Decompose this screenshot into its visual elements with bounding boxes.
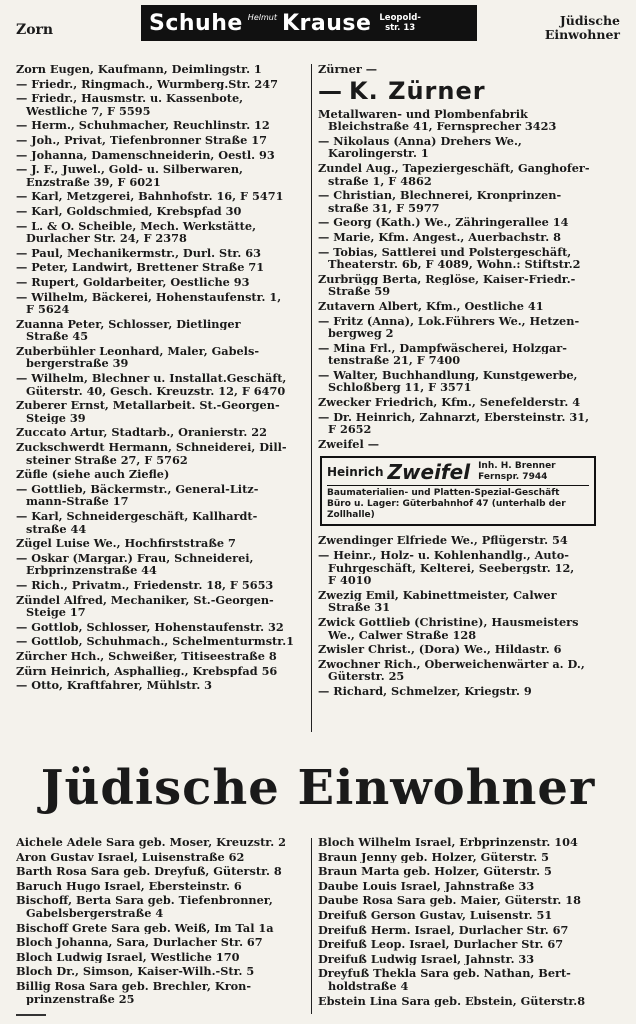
directory-entry: [318, 231, 620, 244]
directory-entry: [16, 894, 306, 919]
directory-entry: [318, 967, 620, 992]
entry-line: — Paul, Mechanikermstr., Durl. Str. 63: [16, 246, 261, 260]
entry-line: — Rich., Privatm., Friedenstr. 18, F 5653: [16, 578, 274, 592]
ad-name-small: Helmut: [247, 13, 277, 22]
entry-line: — L. & O. Scheible, Mech. Werkstätte,: [16, 219, 257, 233]
directory-entry: [16, 510, 306, 535]
entry-continuation-line: Straße 59: [328, 285, 391, 298]
directory-entry: [16, 851, 306, 864]
entry-line: — Wilhelm, Blechner u. Installat.Geschäft,: [16, 372, 287, 385]
entry-continuation-line: F 2652: [328, 423, 372, 436]
directory-entry: [318, 953, 620, 966]
directory-entry: [16, 468, 306, 481]
entry-line: — Herm., Schuhmacher, Reuchlinstr. 12: [16, 119, 270, 132]
entry-continuation-line: steiner Straße 27, F 5762: [26, 453, 188, 467]
entry-line: Dreifuß Leop. Israel, Durlacher Str. 67: [318, 938, 564, 951]
column-4: [318, 836, 620, 1009]
directory-entry: [16, 594, 306, 619]
entry-line: Bloch Wilhelm Israel, Erbprinzenstr. 104: [318, 836, 578, 849]
directory-entry: [16, 92, 306, 117]
entry-continuation-line: Güterstr. 25: [328, 670, 405, 683]
zweifel-advertisement: [320, 456, 596, 526]
entry-continuation-line: Schloßberg 11, F 3571: [328, 381, 472, 395]
entry-line: Dreifuß Herm. Israel, Durlacher Str. 67: [318, 923, 569, 937]
ad-name-second: Krause: [281, 10, 372, 36]
entry-line: Zürn Heinrich, Asphallieg., Krebspfad 56: [16, 664, 278, 678]
entry-continuation-line: Karolingerstr. 1: [328, 147, 429, 160]
directory-entry: [16, 679, 306, 692]
entry-line: Zweifel —: [318, 437, 380, 451]
entry-line: — Mina Frl., Dampfwäscherei, Holzgar-: [318, 341, 567, 355]
directory-entry: [16, 276, 306, 289]
entry-line: Aichele Adele Sara geb. Moser, Kreuzstr. 2: [16, 836, 286, 849]
entry-line: Züfle (siehe auch Ziefle): [16, 468, 170, 481]
entry-line: — Friedr., Hausmstr. u. Kassenbote,: [16, 92, 244, 105]
directory-entry: [16, 650, 306, 663]
entry-line: Zuckschwerdt Hermann, Schneiderei, Dill-: [16, 441, 287, 454]
directory-entry: [16, 965, 306, 978]
entry-continuation-line: straße 31, F 5977: [328, 201, 440, 215]
entry-line: Metallwaren- und Plombenfabrik: [318, 107, 528, 121]
directory-entry: [318, 894, 620, 907]
zweifel-ad-phone: Fernspr. 7944: [478, 472, 548, 483]
directory-entry: [16, 635, 306, 648]
directory-entry: [318, 924, 620, 937]
entry-line: Bischoff Grete Sara geb. Weiß, Im Tal 1a: [16, 921, 274, 935]
entry-line: Zuberer Ernst, Metallarbeit. St.-Georgen-: [16, 399, 280, 412]
entry-line: Zuanna Peter, Schlosser, Dietlinger: [16, 317, 241, 331]
entry-line: Ebstein Lina Sara geb. Ebstein, Güterstr.8: [318, 994, 586, 1008]
entry-line: Bloch Johanna, Sara, Durlacher Str. 67: [16, 936, 263, 949]
directory-entry: [16, 980, 306, 1005]
entry-continuation-line: Erbprinzenstraße 44: [26, 564, 157, 577]
zweifel-ad-name1: Heinrich: [327, 465, 384, 480]
entry-line: — Nikolaus (Anna) Drehers We.,: [318, 134, 522, 148]
directory-entry: [16, 372, 306, 397]
entry-line: — Richard, Schmelzer, Kriegstr. 9: [318, 684, 532, 698]
directory-entry: [318, 162, 620, 187]
directory-entry: [318, 246, 620, 271]
directory-entry: [16, 220, 306, 245]
entry-continuation-line: Westliche 7, F 5595: [26, 104, 151, 118]
column-divider-top: [311, 64, 312, 732]
entry-line: Dreifuß Gerson Gustav, Luisenstr. 51: [318, 908, 553, 922]
entry-line: Daube Louis Israel, Jahnstraße 33: [318, 879, 535, 893]
directory-entry: [318, 658, 620, 683]
entry-continuation-line: Theaterstr. 6b, F 4089, Wohn.: Stiftstr.2: [328, 258, 581, 271]
directory-entry: [16, 665, 306, 678]
entry-continuation-line: Straße 31: [328, 601, 391, 614]
footer-divider: [16, 1014, 46, 1016]
directory-entry: [318, 836, 620, 849]
entry-line: — Wilhelm, Bäckerei, Hohenstaufenstr. 1,: [16, 290, 282, 304]
directory-entry: [318, 273, 620, 298]
entry-continuation-line: straße 44: [26, 522, 87, 536]
entry-line: — Dr. Heinrich, Zahnarzt, Ebersteinstr. 31,: [318, 410, 590, 424]
entry-line: — Georg (Kath.) We., Zähringerallee 14: [318, 216, 569, 229]
directory-entry: [318, 63, 620, 76]
entry-line: — Rupert, Goldarbeiter, Oestliche 93: [16, 275, 250, 289]
entry-line: Zügel Luise We., Hochfirststraße 7: [16, 537, 236, 550]
entry-line: — Walter, Buchhandlung, Kunstgewerbe,: [318, 368, 578, 382]
entry-continuation-line: prinzenstraße 25: [26, 992, 135, 1006]
ad-address: [379, 13, 420, 33]
ad-name-first: Schuhe: [149, 10, 243, 36]
directory-entry: [318, 438, 620, 451]
zweifel-ad-inh: Inh. H. Brenner: [478, 461, 556, 472]
entry-line: Zwecker Friedrich, Kfm., Senefelderstr. 4: [318, 396, 581, 409]
column-divider-bottom: [311, 838, 312, 1014]
directory-entry: [318, 995, 620, 1008]
entry-line: — Joh., Privat, Tiefenbronner Straße 17: [16, 133, 267, 147]
directory-entry: [16, 78, 306, 91]
zurner-ad-name-text: K. Zürner: [349, 76, 486, 105]
directory-entry: [16, 119, 306, 132]
entry-line: — Johanna, Damenschneiderin, Oestl. 93: [16, 148, 275, 162]
zweifel-ad-name2: Zweifel: [387, 460, 471, 485]
directory-entry: [16, 483, 306, 508]
entry-line: — Otto, Kraftfahrer, Mühlstr. 3: [16, 679, 213, 692]
directory-entry: [16, 880, 306, 893]
entry-line: Barth Rosa Sara geb. Dreyfuß, Güterstr. 8: [16, 865, 282, 878]
entry-line: — Karl, Metzgerei, Bahnhofstr. 16, F 5471: [16, 190, 284, 203]
entry-line: Zündel Alfred, Mechaniker, St.-Georgen-: [16, 593, 274, 607]
entry-line: Braun Jenny geb. Holzer, Güterstr. 5: [318, 850, 550, 864]
entry-line: — Marie, Kfm. Angest., Auerbachstr. 8: [318, 230, 561, 244]
entry-line: — Gottlob, Schuhmach., Schelmenturmstr.1: [16, 635, 294, 648]
directory-entry: [318, 685, 620, 698]
directory-entry: [318, 938, 620, 951]
entry-continuation-line: tenstraße 21, F 7400: [328, 354, 461, 367]
entry-line: Zorn Eugen, Kaufmann, Deimlingstr. 1: [16, 63, 262, 76]
directory-entry: [16, 552, 306, 577]
directory-entry: [16, 426, 306, 439]
directory-entry: [318, 300, 620, 313]
zweifel-ad-line1: Baumaterialien- und Platten-Spezial-Geschäft: [327, 488, 560, 499]
entry-continuation-line: straße 1, F 4862: [328, 174, 432, 188]
entry-line: — Gottlieb, Bäckermstr., General-Litz-: [16, 482, 259, 496]
entry-continuation-line: Bleichstraße 41, Fernsprecher 3423: [328, 120, 557, 133]
ad-address-line1: Leopold-: [379, 13, 421, 23]
directory-entry: [16, 63, 306, 76]
directory-entry: [318, 396, 620, 409]
entry-line: Bischoff, Berta Sara geb. Tiefenbronner,: [16, 894, 273, 907]
zurner-lead: Zürner —: [318, 63, 377, 76]
directory-entry: [16, 261, 306, 274]
zweifel-ad-owner: [478, 461, 556, 483]
entry-line: — Heinr., Holz- u. Kohlenhandlg., Auto-: [318, 549, 569, 562]
entry-line: Zuberbühler Leonhard, Maler, Gabels-: [16, 344, 260, 358]
directory-entry: [16, 318, 306, 343]
entry-line: Dreifuß Ludwig Israel, Jahnstr. 33: [318, 952, 535, 966]
column-2-entries-b: [318, 534, 620, 697]
directory-entry: [16, 399, 306, 424]
directory-entry: [16, 865, 306, 878]
entry-line: Zuccato Artur, Stadtarb., Oranierstr. 22: [16, 426, 267, 440]
entry-continuation-line: bergerstraße 39: [26, 357, 129, 371]
entry-continuation-line: bergweg 2: [328, 327, 394, 340]
entry-continuation-line: Fuhrgeschäft, Kelterei, Seebergstr. 12,: [328, 561, 575, 575]
entry-continuation-line: Gabelsbergerstraße 4: [26, 906, 164, 920]
section-heading: Jüdische Einwohner: [40, 760, 596, 816]
entry-continuation-line: mann-Straße 17: [26, 495, 129, 508]
entry-line: Bloch Dr., Simson, Kaiser-Wilh.-Str. 5: [16, 965, 255, 978]
directory-entry: [16, 134, 306, 147]
ad-address-line2: str. 13: [385, 23, 416, 33]
column-1: [16, 63, 306, 694]
entry-continuation-line: Steige 17: [26, 606, 86, 619]
directory-entry: [318, 216, 620, 229]
directory-entry: [16, 441, 306, 466]
directory-entry: [318, 342, 620, 367]
entry-line: Zutavern Albert, Kfm., Oestliche 41: [318, 299, 544, 313]
directory-entry: [16, 537, 306, 550]
entry-line: — Fritz (Anna), Lok.Führers We., Hetzen-: [318, 314, 580, 328]
entry-line: Dreyfuß Thekla Sara geb. Nathan, Bert-: [318, 967, 571, 980]
directory-entry: [318, 643, 620, 656]
entry-continuation-line: F 5624: [26, 303, 70, 316]
entry-line: Zwick Gottlieb (Christine), Hausmeisters: [318, 616, 579, 629]
directory-entry: [318, 589, 620, 614]
directory-entry: [318, 189, 620, 214]
directory-entry: [16, 247, 306, 260]
entry-line: Bloch Ludwig Israel, Westliche 170: [16, 950, 240, 964]
entry-line: — Peter, Landwirt, Brettener Straße 71: [16, 261, 265, 274]
zweifel-ad-line2: Büro u. Lager: Güterbahnhof 47 (unterhalb der Zollhalle): [327, 499, 566, 521]
header-right-keyword: Jüdische Einwohner: [544, 13, 620, 42]
directory-entry: [318, 880, 620, 893]
entry-continuation-line: Enzstraße 39, F 6021: [26, 175, 161, 189]
entry-line: Daube Rosa Sara geb. Maier, Güterstr. 18: [318, 894, 582, 907]
entry-continuation-line: We., Calwer Straße 128: [328, 628, 477, 642]
directory-entry: [16, 836, 306, 849]
directory-entry: [16, 922, 306, 935]
zurner-ad-name: — K. Zürner: [318, 76, 486, 105]
directory-entry: [16, 579, 306, 592]
entry-line: — Oskar (Margar.) Frau, Schneiderei,: [16, 551, 254, 565]
entry-line: Zwezig Emil, Kabinettmeister, Calwer: [318, 588, 557, 602]
entry-line: — Tobias, Sattlerei und Polstergeschäft,: [318, 245, 572, 259]
directory-entry: [16, 291, 306, 316]
column-3: [16, 836, 306, 1007]
entry-line: — Friedr., Ringmach., Wurmberg.Str. 247: [16, 77, 279, 91]
directory-entry: [16, 163, 306, 188]
column-2-entries-a: [318, 108, 620, 451]
directory-entry: [318, 108, 620, 133]
directory-entry: [16, 936, 306, 949]
entry-line: — Karl, Goldschmied, Krebspfad 30: [16, 204, 242, 218]
entry-line: Zwochner Rich., Oberweichenwärter a. D.,: [318, 657, 585, 671]
entry-continuation-line: Steige 39: [26, 411, 86, 425]
directory-entry: [318, 851, 620, 864]
directory-entry: [318, 909, 620, 922]
entry-continuation-line: holdstraße 4: [328, 979, 409, 993]
entry-line: Zurbrügg Berta, Reglöse, Kaiser-Friedr.-: [318, 272, 576, 286]
entry-continuation-line: F 4010: [328, 574, 372, 587]
entry-line: Billig Rosa Sara geb. Brechler, Kron-: [16, 979, 252, 993]
directory-entry: [318, 315, 620, 340]
directory-entry: [318, 369, 620, 394]
directory-entry: [16, 190, 306, 203]
directory-entry: [16, 621, 306, 634]
header-advertisement: [141, 5, 477, 41]
column-2: [318, 63, 620, 700]
entry-line: — Karl, Schneidergeschäft, Kallhardt-: [16, 510, 258, 523]
entry-line: Zwisler Christ., (Dora) We., Hildastr. 6: [318, 643, 562, 656]
header-left-keyword: Zorn: [16, 22, 54, 38]
entry-line: Baruch Hugo Israel, Ebersteinstr. 6: [16, 879, 242, 893]
directory-entry: [318, 549, 620, 587]
entry-line: — J. F., Juwel., Gold- u. Silberwaren,: [16, 163, 243, 176]
directory-entry: [318, 411, 620, 436]
directory-entry: [16, 149, 306, 162]
entry-continuation-line: Durlacher Str. 24, F 2378: [26, 232, 187, 245]
entry-line: Zwendinger Elfriede We., Pflügerstr. 54: [318, 534, 568, 548]
directory-entry: [16, 345, 306, 370]
directory-entry: [318, 865, 620, 878]
directory-entry: [318, 616, 620, 641]
entry-line: — Christian, Blechnerei, Kronprinzen-: [318, 189, 562, 202]
entry-continuation-line: Güterstr. 40, Gesch. Kreuzstr. 12, F 6470: [26, 384, 286, 398]
entry-line: — Gottlob, Schlosser, Hohenstaufenstr. 32: [16, 620, 284, 634]
entry-line: Aron Gustav Israel, Luisenstraße 62: [16, 850, 245, 864]
entry-line: Braun Marta geb. Holzer, Güterstr. 5: [318, 865, 552, 878]
directory-entry: [318, 534, 620, 547]
entry-line: Zürcher Hch., Schweißer, Titiseestraße 8: [16, 649, 277, 663]
directory-entry: [16, 205, 306, 218]
entry-line: Zundel Aug., Tapeziergeschäft, Ganghofer-: [318, 161, 590, 175]
directory-entry: [318, 135, 620, 160]
entry-continuation-line: Straße 45: [26, 330, 89, 343]
directory-entry: [16, 951, 306, 964]
